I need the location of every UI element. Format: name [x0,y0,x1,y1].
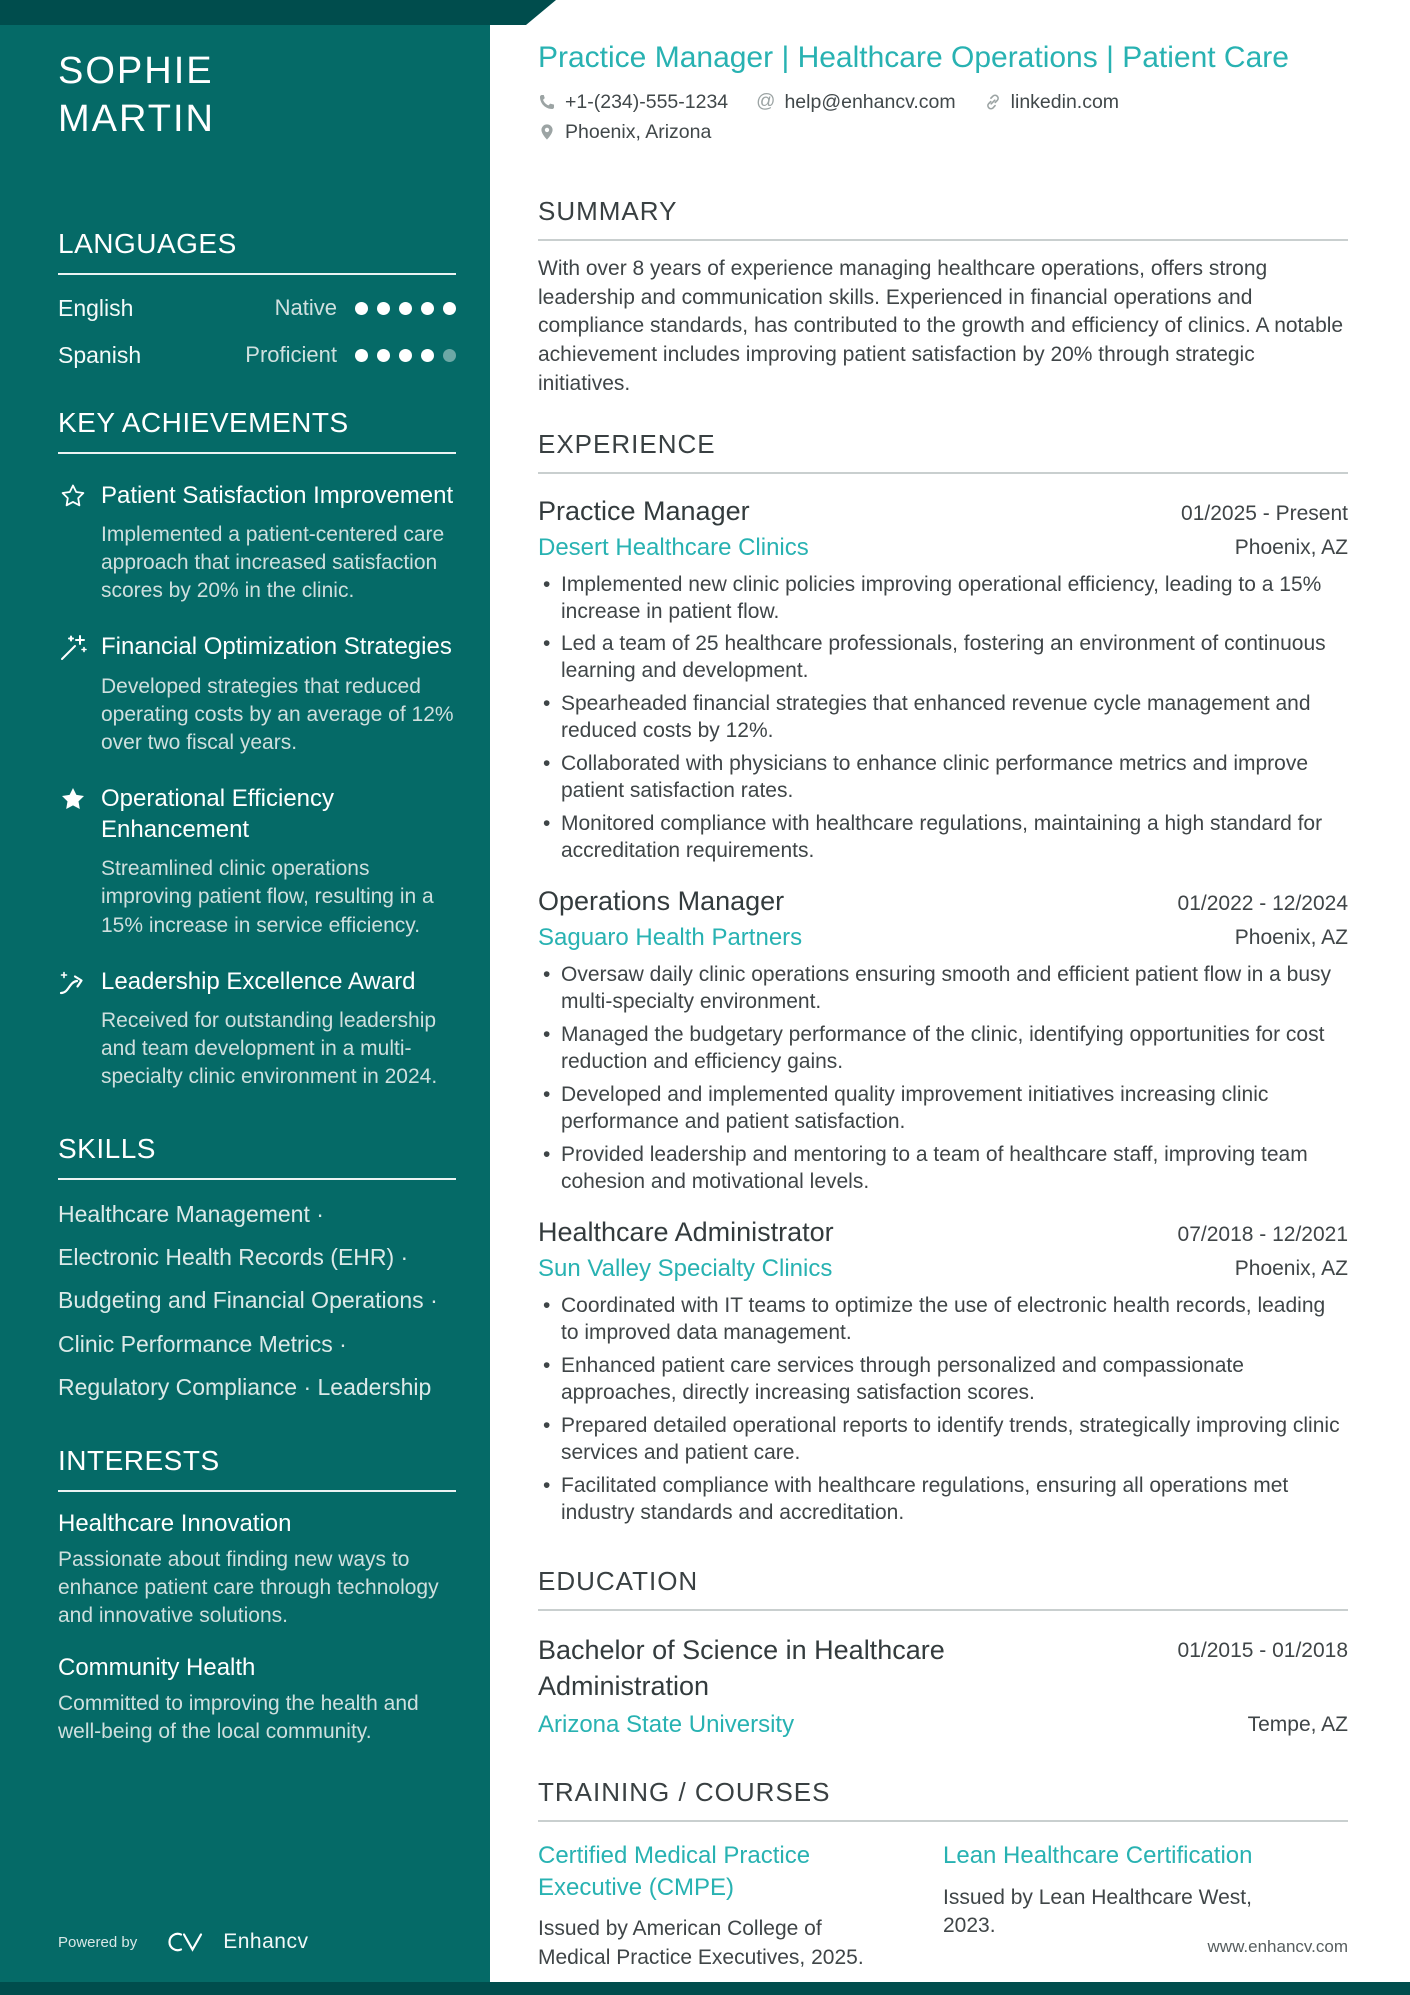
education-dates: 01/2015 - 01/2018 [1177,1639,1348,1663]
powered-by-footer [58,1929,308,1955]
last-name: MARTIN [58,97,215,140]
course-issuer: Issued by Lean Healthcare West, 2023. [943,1885,1252,1937]
job-title: Healthcare Administrator [538,1217,834,1248]
education-section [538,1566,1348,1738]
proficiency-dot [399,302,412,315]
language-row [58,342,456,369]
achievement-title: Financial Optimization Strategies [101,633,452,661]
bottom-accent-strip [0,1982,1410,1995]
website-contact[interactable] [984,91,1119,114]
main-column [490,0,1410,1972]
interests-heading: INTERESTS [58,1445,456,1492]
proficiency-dot [377,349,390,362]
job-dates: 01/2022 - 12/2024 [1177,892,1348,916]
job-title: Practice Manager [538,495,750,526]
job-title: Operations Manager [538,886,785,917]
achievement-item [58,966,456,1092]
course-issuer: Issued by American College of Medical Practice Executives, 2025. [538,1917,864,1969]
job-dates: 01/2025 - Present [1181,501,1348,525]
achievement-title: Operational Efficiency Enhancement [101,784,335,844]
skills-section [58,1133,456,1399]
proficiency-dot [355,302,368,315]
phone-contact [538,91,728,114]
course-title: Certified Medical Practice Executive (CMPE) [538,1841,811,1901]
skill-line: Healthcare Management · [58,1201,324,1228]
proficiency-dot [421,349,434,362]
achievement-title: Leadership Excellence Award [101,967,416,995]
achievement-description: Developed strategies that reduced operating costs by an average of 12% over two fiscal years. [101,674,454,754]
enhancv-logo-icon [161,1929,213,1955]
link-icon [984,93,1002,111]
top-accent-strip [0,0,556,25]
enhancv-wordmark: Enhancv [223,1930,309,1953]
job-bullet-list [538,962,1348,1195]
languages-heading: LANGUAGES [58,228,456,275]
achievement-item [58,480,456,606]
proficiency-dot [421,302,434,315]
school-name: Arizona State University [538,1710,795,1738]
phone-number: +1-(234)-555-1234 [565,90,729,113]
person-name [58,48,456,144]
education-entry [538,1633,1348,1738]
proficiency-dots [355,302,456,315]
job-bullet: • Managed the budgetary performance of the clinic, identifying opportunities for cost reduction and efficiency gains. [538,1022,1348,1076]
job-bullet-list [538,1293,1348,1526]
location-text: Phoenix, Arizona [565,120,712,143]
skill-line: Budgeting and Financial Operations · [58,1287,438,1314]
summary-section [538,196,1348,399]
at-icon: @ [756,91,776,113]
company-name: Sun Valley Specialty Clinics [538,1255,833,1283]
languages-section [58,228,456,369]
skills-heading: SKILLS [58,1133,456,1180]
language-level: Proficient [245,342,337,368]
skill-line: Clinic Performance Metrics · [58,1330,347,1357]
job-bullet: • Oversaw daily clinic operations ensuring smooth and efficient patient flow in a busy multi-specialty environment. [538,962,1348,1016]
trend-arrow-icon [58,968,88,998]
proficiency-dot-empty [443,349,456,362]
section-divider [538,1609,1348,1611]
experience-entry [538,1217,1348,1526]
company-name: Saguaro Health Partners [538,924,803,952]
job-location: Phoenix, AZ [1234,1257,1348,1281]
resume-headline: Practice Manager | Healthcare Operations | Patient Care [538,41,1289,74]
achievement-description: Streamlined clinic operations improving patient flow, resulting in a 15% increase in service efficiency. [101,857,434,937]
interest-title: Community Health [58,1654,256,1682]
job-bullet: • Prepared detailed operational reports to identify trends, strategically improving clinic services and patient care. [538,1413,1348,1467]
job-bullet: • Implemented new clinic policies improving operational efficiency, leading to a 15% increase in patient flow. [538,572,1348,626]
email-contact[interactable] [756,91,956,114]
experience-heading: EXPERIENCE [538,428,716,459]
first-name: SOPHIE [58,50,214,92]
achievement-title: Patient Satisfaction Improvement [101,481,454,509]
enhancv-website-link[interactable]: www.enhancv.com [1207,1937,1348,1956]
summary-text: With over 8 years of experience managing healthcare operations, offers strong leadership and communication skills. Experienced in financial operations and compliance standards, has contributed to the growth and efficiency of clinics. A notable achievement includes improving patient satisfaction by 20% through strategic initiatives. [538,256,1344,395]
achievement-item [58,783,456,940]
language-row [58,295,456,322]
proficiency-dots [355,349,456,362]
star-badge-icon [58,482,88,512]
contact-block [538,91,1348,144]
achievement-description: Received for outstanding leadership and team development in a multi-specialty clinic environment in 2024. [101,1008,438,1089]
job-bullet: • Spearheaded financial strategies that enhanced revenue cycle management and reduced costs by 12%. [538,691,1348,745]
job-bullet: • Collaborated with physicians to enhance clinic performance metrics and improve patient satisfaction rates. [538,751,1348,805]
job-location: Phoenix, AZ [1234,926,1348,950]
course-entry [538,1840,943,1972]
language-name: English [58,294,134,321]
job-bullet-list [538,572,1348,865]
achievement-item [58,631,456,757]
powered-by-label: Powered by [58,1933,138,1951]
skill-line: Regulatory Compliance · Leadership [58,1373,432,1400]
experience-section [538,429,1348,1527]
skill-line: Electronic Health Records (EHR) · [58,1244,409,1271]
job-bullet: • Led a team of 25 healthcare professionals, fostering an environment of continuous learning and development. [538,631,1348,685]
degree-title: Bachelor of Science in Healthcare Administration [538,1635,945,1701]
sidebar [0,0,490,1995]
section-divider [538,472,1348,474]
achievement-description: Implemented a patient-centered care approach that increased satisfaction scores by 20% in the clinic. [101,522,445,603]
job-bullet: • Coordinated with IT teams to optimize the use of electronic health records, leading to improved data management. [538,1293,1348,1347]
company-name: Desert Healthcare Clinics [538,533,809,561]
interest-description: Committed to improving the health and well-being of the local community. [58,1692,419,1744]
proficiency-dot [399,349,412,362]
achievements-section [58,407,456,1091]
section-divider [538,239,1348,241]
job-bullet: • Enhanced patient care services through personalized and compassionate approaches, directly increasing satisfaction scores. [538,1353,1348,1407]
job-dates: 07/2018 - 12/2021 [1177,1223,1348,1247]
location-contact [538,121,711,144]
location-pin-icon [538,123,556,141]
experience-entry [538,496,1348,865]
language-name: Spanish [58,341,142,368]
interests-section [58,1445,456,1747]
section-divider [538,1820,1348,1822]
training-heading: TRAINING / COURSES [538,1776,831,1807]
interest-description: Passionate about finding new ways to enhance patient care through technology and innovative solutions. [58,1547,439,1628]
proficiency-dot [377,302,390,315]
language-level: Native [274,295,337,321]
magic-wand-icon [58,633,88,663]
job-bullet: • Provided leadership and mentoring to a team of healthcare staff, improving team cohesion and motivational levels. [538,1142,1348,1196]
education-heading: EDUCATION [538,1566,699,1597]
proficiency-dot [443,302,456,315]
star-icon [58,785,88,815]
job-bullet: • Facilitated compliance with healthcare regulations, ensuring all operations met industry standards and accreditation. [538,1473,1348,1527]
proficiency-dot [355,349,368,362]
job-location: Phoenix, AZ [1234,535,1348,559]
summary-heading: SUMMARY [538,195,678,226]
job-bullet: • Developed and implemented quality improvement initiatives increasing clinic performance and patient satisfaction. [538,1082,1348,1136]
course-title: Lean Healthcare Certification [943,1841,1253,1869]
achievements-heading: KEY ACHIEVEMENTS [58,407,456,454]
school-location: Tempe, AZ [1247,1712,1348,1736]
website-url[interactable]: linkedin.com [1010,90,1120,113]
phone-icon [538,93,556,111]
job-bullet: • Monitored compliance with healthcare regulations, maintaining a high standard for accreditation requirements. [538,811,1348,865]
email-address[interactable]: help@enhancv.com [784,90,956,113]
interest-title: Healthcare Innovation [58,1509,292,1537]
experience-entry [538,886,1348,1195]
